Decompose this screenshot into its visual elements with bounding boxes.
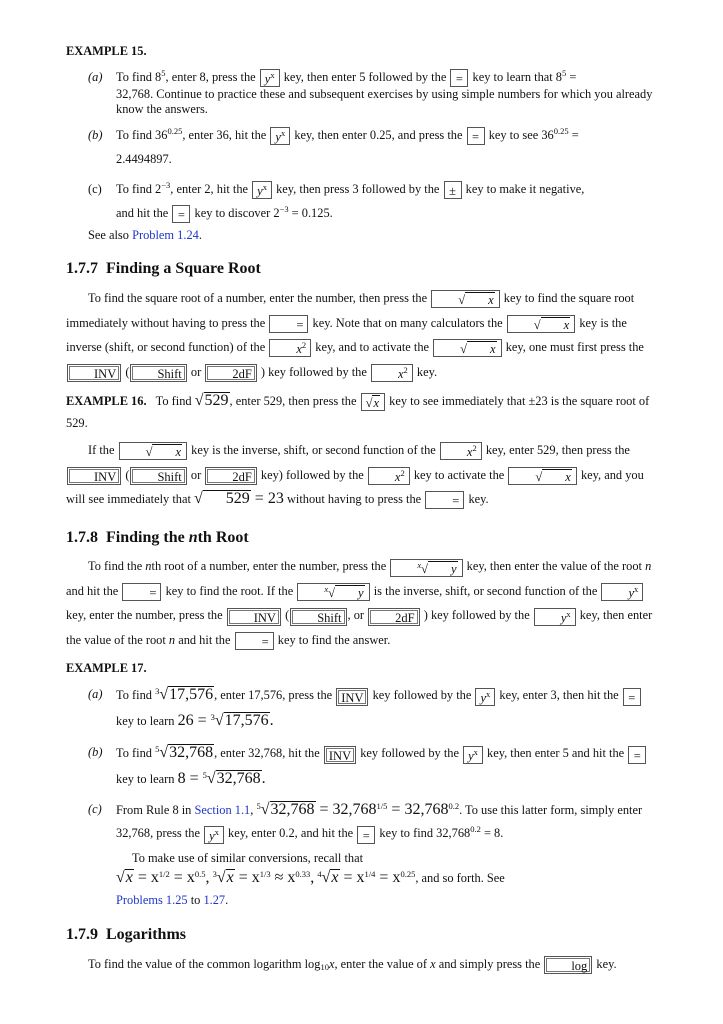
- text: key, enter the number, press the: [66, 608, 223, 623]
- y-power-x-key-icon: $y^x$: [260, 69, 280, 87]
- text: key to find the root. If the: [165, 583, 294, 598]
- text: =: [566, 70, 577, 85]
- equals-key-icon: =: [467, 127, 485, 145]
- section-title-n: n: [188, 528, 198, 546]
- section-1-7-7-heading: [66, 259, 662, 280]
- 26-equals-cube-root-formula: 26 = $^3$√17,576.: [177, 712, 274, 730]
- inv-key-icon: INV: [67, 364, 121, 382]
- text: , enter 36, hit the: [182, 128, 267, 143]
- text: n: [645, 559, 652, 574]
- equals-key-icon: =: [269, 315, 308, 333]
- section-title: Logarithms: [106, 926, 186, 944]
- text: key, then enter 5 followed by the: [283, 70, 447, 85]
- text: To find: [116, 746, 152, 761]
- text: , enter the value of: [334, 957, 431, 972]
- text: .: [225, 893, 229, 908]
- text: key to see 36: [488, 128, 554, 143]
- 8-equals-fifth-root-formula: 8 = $^5$√32,768.: [177, 770, 266, 788]
- text: key is the inverse (shift, or second function) of the: [66, 315, 627, 355]
- text: See also: [88, 228, 129, 243]
- text: , enter 17,576, press the: [214, 688, 333, 703]
- text: ,: [250, 803, 254, 818]
- text: ) key followed by the: [260, 364, 367, 379]
- sqrt-529-equals-23-formula: √ 529 = 23: [194, 490, 284, 508]
- exponent: 0.2: [470, 824, 481, 835]
- item-label: (b): [88, 128, 103, 143]
- text: , and so forth. See: [415, 871, 505, 886]
- section-1-7-8-heading: [66, 528, 662, 549]
- inv-key-icon: INV: [227, 608, 281, 626]
- text: key followed by the: [360, 746, 459, 761]
- shift-key-icon: Shift: [130, 364, 186, 382]
- logarithm-paragraph: [66, 952, 662, 977]
- text: key to find the answer.: [277, 632, 391, 647]
- cube-root-17576-formula: $^3$√17,576: [155, 686, 214, 704]
- fourth-root-conversion-formula: $^4√x = x^{1/4} = x^{0.25}$: [317, 869, 416, 887]
- 2df-key-icon: 2dF: [205, 467, 256, 485]
- text: key to make it negative,: [465, 182, 585, 197]
- text: and hit the: [175, 632, 231, 647]
- text: key to activate the: [413, 467, 505, 482]
- exponent: 0.25: [553, 126, 569, 137]
- exponent: 5: [161, 68, 166, 79]
- item-label: (c): [88, 802, 102, 817]
- text: key.: [596, 957, 617, 972]
- example-15-a: [66, 65, 662, 117]
- text: key.: [416, 364, 438, 379]
- y-power-x-key-icon: $y^x$: [204, 826, 224, 844]
- x-squared-key-icon: $x^2$: [371, 364, 413, 382]
- y-power-x-key-icon: $y^x$: [252, 181, 272, 199]
- text: , enter 8, press the: [165, 70, 256, 85]
- example-17-b: [66, 740, 662, 792]
- item-label: (a): [88, 70, 103, 85]
- text: key to find the square root immediately without having to press the: [66, 291, 635, 330]
- 2df-key-icon: 2dF: [205, 364, 256, 382]
- text: , enter 2, hit the: [170, 182, 249, 197]
- text: .: [198, 228, 202, 243]
- text: From Rule 8 in: [116, 803, 192, 818]
- fifth-root-power-formula: $^5√32,768 = 32,768^{1/5} = 32,768^{0.2}$: [256, 801, 460, 819]
- sqrt-x-key-icon: √ x: [431, 290, 499, 308]
- equals-key-icon: =: [122, 583, 161, 601]
- subscript: 10: [320, 962, 329, 973]
- exponent: 5: [562, 68, 567, 79]
- text: key is the inverse, shift, or second function of the: [191, 443, 436, 458]
- text: is the inverse, shift, or second function of the: [373, 583, 598, 598]
- log-key-icon: log: [544, 956, 592, 974]
- text: To find: [155, 394, 192, 409]
- conversion-note: [116, 849, 662, 867]
- section-number: 1.7.7: [66, 260, 98, 278]
- sqrt-x-key-icon: √ x: [119, 442, 187, 460]
- inv-key-icon: INV: [67, 467, 121, 485]
- text: To make use of similar conversions, recall that: [132, 851, 364, 866]
- section-number: 1.7.8: [66, 528, 98, 546]
- example-15-heading: EXAMPLE 15.: [66, 44, 147, 58]
- text: 32,768. Continue to practice these and subsequent exercises by using simple numbers for which you already know the answers.: [116, 87, 653, 117]
- text: x: [328, 957, 335, 972]
- text: key, one must first press the: [505, 340, 644, 355]
- 2df-key-icon: 2dF: [368, 608, 419, 626]
- text: To find: [116, 688, 152, 703]
- text: key, and you will see immediately that: [66, 467, 644, 507]
- square-root-paragraph: [66, 286, 662, 384]
- y-power-x-key-icon: $y^x$: [463, 746, 483, 764]
- example-15-b: [66, 123, 662, 171]
- equals-key-icon: =: [357, 826, 375, 844]
- conversion-formulas: [116, 867, 662, 911]
- text: To find 36: [116, 128, 168, 143]
- shift-key-icon: Shift: [290, 608, 346, 626]
- text: and hit the: [116, 206, 169, 221]
- text: (: [285, 608, 290, 623]
- text: key, then enter the value of the root: [66, 608, 653, 647]
- example-17-c: [66, 798, 662, 911]
- text: key, enter 3, then hit the: [499, 688, 619, 703]
- plus-minus-key-icon: ±: [444, 181, 462, 199]
- x-squared-key-icon: $x^2$: [269, 339, 311, 357]
- text: . To use this latter form, simply enter 32,768, press the: [116, 803, 643, 841]
- section-1-1-link[interactable]: Section 1.1: [194, 803, 251, 818]
- inv-key-icon: INV: [324, 746, 356, 764]
- equals-key-icon: =: [172, 205, 190, 223]
- equals-key-icon: =: [235, 632, 274, 650]
- exponent: −3: [161, 180, 171, 191]
- equals-key-icon: =: [623, 688, 641, 706]
- equals-key-icon: =: [450, 69, 468, 87]
- text: key. Note that on many calculators the: [312, 315, 503, 330]
- section-title: Finding a Square Root: [106, 260, 261, 278]
- fifth-root-32768-formula: $^5$√32,768: [155, 744, 214, 762]
- text: = 0.125.: [288, 206, 333, 221]
- text: , enter 529, then press the: [229, 394, 357, 409]
- text: or: [190, 364, 202, 379]
- text: To find 8: [116, 70, 162, 85]
- text: or: [190, 467, 202, 482]
- cube-root-conversion-formula: $^3√x = x^{1/3} \approx x^{0.33}$,: [212, 869, 315, 887]
- text: key, enter 0.2, and hit the: [228, 826, 354, 841]
- example-17-heading: EXAMPLE 17.: [66, 661, 147, 676]
- text: key, then enter the value of the root: [466, 559, 642, 574]
- example-15-c: [66, 177, 662, 225]
- text: without having to press the: [286, 492, 422, 507]
- text: 2.4494897.: [116, 152, 172, 167]
- text: (: [125, 467, 130, 482]
- exponent: 0.25: [167, 126, 183, 137]
- equals-key-icon: =: [425, 491, 464, 509]
- sqrt-529-formula: √529: [194, 392, 229, 410]
- item-label: (c): [88, 182, 102, 197]
- text: n: [145, 559, 152, 574]
- sqrt-conversion-formula: $√x = x^{1/2} = x^{0.5}$,: [116, 869, 210, 887]
- text: th root of a number, enter the number, press the: [151, 559, 387, 574]
- text: and hit the: [66, 583, 119, 598]
- text: =: [568, 128, 579, 143]
- page: [66, 40, 662, 977]
- problem-1-24-link[interactable]: Problem 1.24: [132, 228, 199, 243]
- text: , or: [347, 608, 365, 623]
- section-title: th Root: [197, 528, 249, 546]
- example-16-paragraph: [66, 438, 662, 512]
- text: key, then enter 5 and hit the: [487, 746, 625, 761]
- text: If the: [88, 443, 115, 458]
- text: and simply press the: [435, 957, 541, 972]
- text: key to see immediately that ±23 is the square root of 529.: [66, 394, 650, 431]
- text: key, and to activate the: [315, 340, 430, 355]
- nth-root-paragraph: [66, 554, 662, 652]
- text: To find the value of the common logarithm log: [88, 957, 321, 972]
- text: key to find 32,768: [379, 826, 471, 841]
- section-title: Finding the: [106, 528, 189, 546]
- xth-root-y-key-icon: $^x$√ y: [390, 559, 462, 577]
- inv-key-icon: INV: [336, 688, 368, 706]
- example-17-a: [66, 682, 662, 734]
- text: (: [125, 364, 130, 379]
- sqrt-x-key-icon: √x: [361, 393, 385, 411]
- text: key, enter 529, then press the: [485, 443, 630, 458]
- item-label: (a): [88, 687, 103, 702]
- text: x: [430, 957, 436, 972]
- text: key followed by the: [372, 688, 472, 703]
- y-power-x-key-icon: $y^x$: [270, 127, 290, 145]
- problems-1-25-link[interactable]: Problems 1.25: [116, 893, 188, 908]
- text: key) followed by the: [260, 467, 364, 482]
- y-power-x-key-icon: $y^x$: [475, 688, 495, 706]
- y-power-x-key-icon: $y^x$: [534, 608, 576, 626]
- text: key.: [468, 492, 489, 507]
- sqrt-x-key-icon: √ x: [508, 467, 576, 485]
- text: To find the: [88, 559, 146, 574]
- text: = 8.: [480, 826, 504, 841]
- text: key to discover 2: [194, 206, 280, 221]
- y-power-x-key-icon: $y^x$: [601, 583, 643, 601]
- section-number: 1.7.9: [66, 926, 98, 944]
- xth-root-y-key-icon: $^x$√ y: [297, 583, 369, 601]
- text: key to learn that 8: [472, 70, 563, 85]
- text: key to learn: [116, 772, 175, 787]
- text: To find the square root of a number, enter the number, then press the: [88, 291, 428, 306]
- x-squared-key-icon: $x^2$: [440, 442, 482, 460]
- text: to: [187, 893, 204, 908]
- section-1-7-9-heading: [66, 925, 662, 946]
- sqrt-x-key-icon: √ x: [433, 339, 501, 357]
- see-also: [66, 227, 662, 243]
- example-16-heading: EXAMPLE 16.: [66, 394, 147, 409]
- text: n: [168, 632, 176, 647]
- item-label: (b): [88, 745, 103, 760]
- text: key, then enter 0.25, and press the: [294, 128, 463, 143]
- text: key to learn: [116, 714, 175, 729]
- sqrt-x-key-icon: √ x: [507, 315, 575, 333]
- shift-key-icon: Shift: [130, 467, 186, 485]
- problem-1-27-link[interactable]: 1.27: [203, 893, 226, 908]
- example-16: [66, 390, 662, 434]
- text: ) key followed by the: [423, 608, 530, 623]
- text: key, then press 3 followed by the: [276, 182, 440, 197]
- text: , enter 32,768, hit the: [214, 746, 320, 761]
- x-squared-key-icon: $x^2$: [368, 467, 410, 485]
- equals-key-icon: =: [628, 746, 646, 764]
- exponent: −3: [279, 204, 289, 215]
- text: To find 2: [116, 182, 162, 197]
